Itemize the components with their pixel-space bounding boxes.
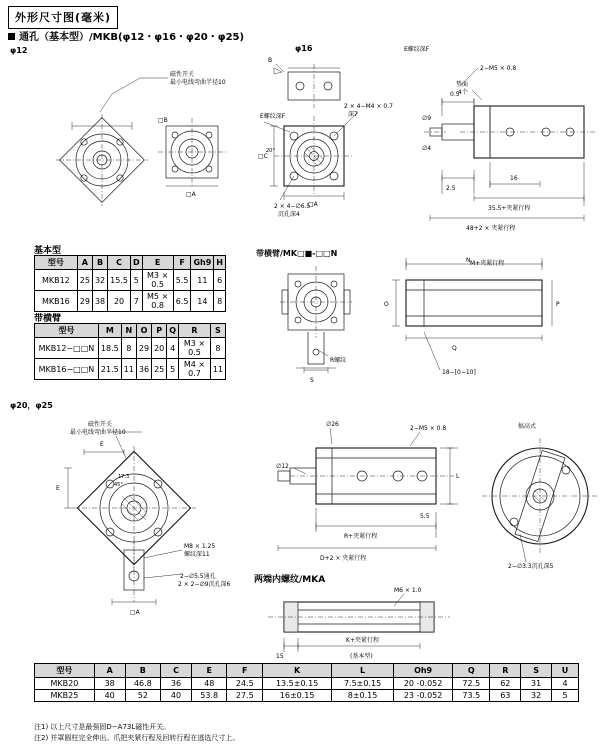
th-d: D	[130, 256, 142, 270]
figure-label-phi16: φ16	[295, 44, 313, 53]
svg-text:E螺纹深F: E螺纹深F	[260, 113, 286, 120]
svg-text:最小电线弯曲半径10: 最小电线弯曲半径10	[70, 429, 126, 436]
svg-text:M6 × 1.0: M6 × 1.0	[394, 587, 422, 594]
drawing-arm	[256, 258, 586, 388]
svg-text:15: 15	[276, 653, 284, 660]
svg-text:20°: 20°	[266, 148, 275, 154]
svg-text:2−M5 × 0.8: 2−M5 × 0.8	[480, 65, 517, 72]
svg-text:磁性开关: 磁性开关	[170, 71, 195, 78]
svg-text:2 × 2−∅9沉孔深6: 2 × 2−∅9沉孔深6	[178, 581, 231, 588]
svg-text:P: P	[556, 301, 560, 308]
table-arm	[34, 323, 226, 380]
svg-text:深7: 深7	[348, 111, 358, 118]
th-e: E	[142, 256, 173, 270]
svg-text:∅26: ∅26	[326, 421, 339, 428]
table-row: MKB16 29 38 20 7 M5 × 0.8 6.5 14 8	[35, 291, 226, 312]
table-row: 型号 M N O P Q R S	[35, 324, 226, 338]
svg-text:E: E	[100, 441, 104, 448]
svg-text:S: S	[310, 377, 314, 384]
table-row: 型号 A B C E F K L Oh9 Q R S U	[35, 664, 579, 678]
th-model: 型号	[35, 256, 78, 270]
arm-figure-label: 带横臂/MK□■-□□N	[256, 249, 338, 258]
svg-text:□B: □B	[158, 117, 168, 124]
svg-text:2−∅5.5通孔: 2−∅5.5通孔	[180, 573, 216, 580]
svg-text:□A: □A	[308, 201, 318, 208]
svg-text:48+2 × 夹紧行程: 48+2 × 夹紧行程	[466, 225, 516, 232]
svg-text:D+2 × 夹紧行程: D+2 × 夹紧行程	[320, 555, 367, 562]
svg-text:□A: □A	[186, 191, 196, 198]
th-h: H	[214, 256, 226, 270]
svg-text:磁性开关: 磁性开关	[88, 421, 113, 428]
svg-text:16: 16	[510, 175, 518, 182]
svg-text:垫面: 垫面	[456, 81, 469, 88]
svg-text:□A: □A	[130, 609, 140, 616]
drawing-phi12	[40, 60, 260, 230]
note-1: 注1) 以上尺寸是最强固D−A73L磁性开关。	[34, 723, 171, 731]
table-row: MKB12−□□N 18.5 8 29 20 4 M3 × 0.5 8	[35, 338, 226, 359]
svg-text:螺纹深11: 螺纹深11	[184, 551, 210, 558]
svg-text:∅12: ∅12	[276, 463, 289, 470]
svg-text:2−M5 × 0.8: 2−M5 × 0.8	[410, 425, 447, 432]
svg-text:最小电线弯曲半径10: 最小电线弯曲半径10	[170, 79, 226, 86]
svg-text:∅4: ∅4	[422, 145, 432, 152]
svg-text:M8 × 1.25: M8 × 1.25	[184, 543, 216, 550]
svg-text:0.5: 0.5	[450, 91, 460, 98]
th-b: B	[92, 256, 107, 270]
drawing-mka	[254, 582, 474, 662]
svg-text:(基本型): (基本型)	[350, 653, 373, 660]
th-gh9: Gh9	[191, 256, 214, 270]
drawing-phi16	[258, 52, 418, 232]
svg-text:Q: Q	[452, 345, 457, 352]
svg-text:∅9: ∅9	[422, 115, 432, 122]
bullet-square-icon	[8, 33, 15, 40]
svg-text:45°: 45°	[114, 482, 123, 488]
th-c: C	[108, 256, 131, 270]
svg-text:K+夹紧行程: K+夹紧行程	[346, 637, 379, 644]
svg-text:35.5+夹紧行程: 35.5+夹紧行程	[488, 205, 531, 212]
svg-text:5.5: 5.5	[420, 513, 430, 520]
table-dimensions-big	[34, 663, 579, 702]
svg-text:□C: □C	[258, 153, 268, 160]
svg-text:E: E	[56, 485, 60, 492]
th-f: F	[173, 256, 191, 270]
svg-text:2 × 4−∅6.5: 2 × 4−∅6.5	[274, 203, 311, 210]
table-row: MKB12 25 32 15.5 5 M3 × 0.5 5.5 11 6	[35, 270, 226, 291]
note-2: 注2) 并罩圆柱完全伸出。爪把夹紧行程及回转行程在逃选尺寸上。	[34, 734, 240, 742]
svg-text:搞高式: 搞高式	[518, 423, 537, 430]
svg-text:B: B	[268, 57, 273, 64]
drawing-side-elevation	[420, 58, 600, 238]
svg-text:2−∅3.3沉孔深5: 2−∅3.3沉孔深5	[508, 563, 554, 570]
table-basic-caption: 基本型	[34, 246, 62, 256]
svg-text:17.3: 17.3	[118, 474, 130, 480]
table-row: MKB20 38 46.8 36 48 24.5 13.5±0.15 7.5±0.15 20 -0.052 72.5 62 31 4	[35, 678, 579, 690]
svg-text:O: O	[384, 301, 389, 308]
table-row: MKB16−□□N 21.5 11 36 25 5 M4 × 0.7 11	[35, 359, 226, 380]
figure-label-phi12: φ12	[10, 46, 28, 55]
section-title: 通孔（基本型）/MKB(φ12・φ16・φ20・φ25)	[8, 28, 244, 43]
th-a: A	[77, 256, 92, 270]
table-row: MKB25 40 52 40 53.8 27.5 16±0.15 8±0.15 23 -0.052 73.5 63 32 5	[35, 690, 579, 702]
callout-e-thread: E螺纹深F	[404, 46, 430, 53]
callout-m-clamp: M+夹紧行程	[470, 260, 505, 267]
svg-text:沉孔深4: 沉孔深4	[278, 211, 300, 218]
svg-text:L: L	[456, 473, 460, 480]
drawing-clamp-style	[478, 416, 608, 596]
table-basic	[34, 255, 226, 312]
svg-text:N: N	[466, 257, 471, 264]
table-arm-caption: 带横臂	[34, 314, 62, 324]
table-row	[35, 256, 226, 270]
figure-label-phi2025: φ20，φ25	[10, 401, 53, 410]
svg-text:R+夹紧行程: R+夹紧行程	[344, 533, 378, 540]
svg-text:18−[0−10]: 18−[0−10]	[442, 369, 476, 376]
page-title: 外形尺寸图(毫米)	[8, 6, 118, 29]
drawing-phi2025-left	[30, 412, 270, 632]
svg-text:2.5: 2.5	[446, 185, 456, 192]
svg-text:R螺纹: R螺纹	[330, 357, 347, 364]
svg-text:2 × 4−M4 × 0.7: 2 × 4−M4 × 0.7	[344, 103, 393, 110]
mka-label: 两端内螺纹/MKA	[254, 575, 326, 585]
svg-text:4个: 4个	[458, 89, 468, 96]
